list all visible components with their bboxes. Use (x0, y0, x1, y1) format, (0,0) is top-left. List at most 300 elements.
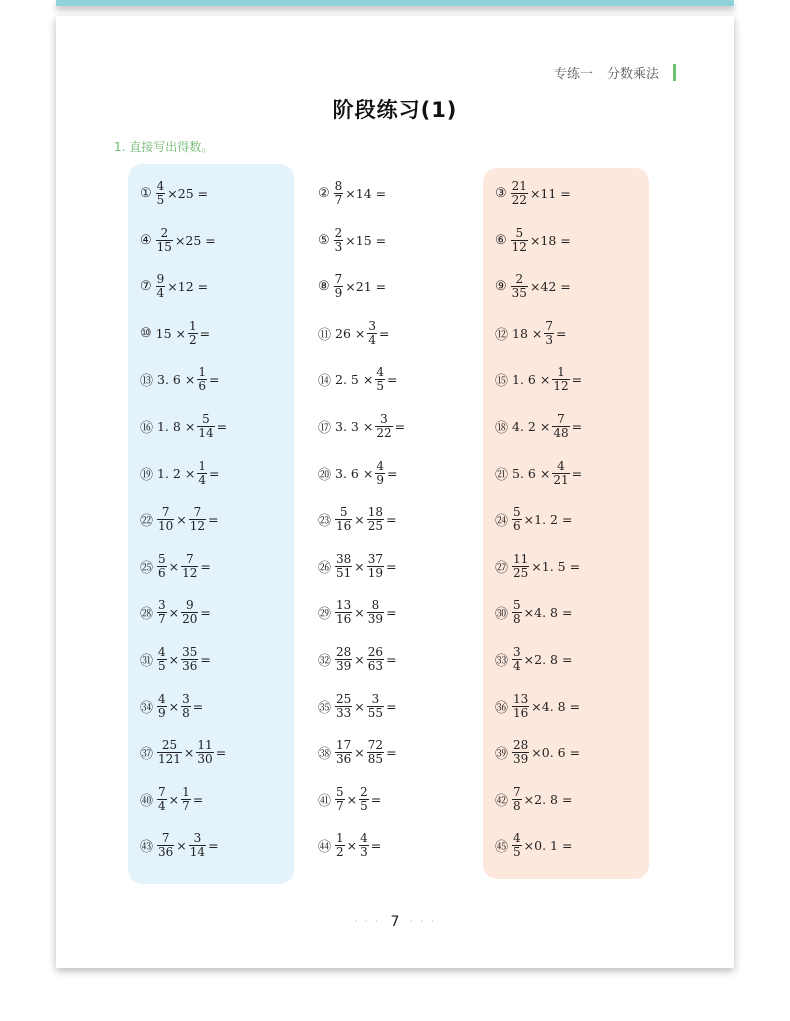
expression-text: ×12 = (167, 279, 209, 295)
numerator: 7 (557, 412, 565, 426)
expression-text: × (354, 698, 365, 714)
expression-text: = (386, 605, 397, 621)
fraction (189, 832, 206, 859)
problem-item (140, 366, 220, 393)
problem-item (318, 553, 398, 580)
denominator: 6 (198, 379, 206, 394)
header-topic: 分数乘法 (606, 66, 659, 82)
fraction (367, 599, 384, 626)
expression-text: 5. 6 × (512, 465, 551, 481)
numerator: 5 (339, 505, 348, 520)
numerator: 2 (334, 225, 343, 240)
numerator: 4 (376, 458, 384, 473)
numerator: 2 (515, 272, 524, 287)
expression-text: ×4. 8 = (531, 698, 581, 714)
expression-text: = (192, 791, 204, 807)
numerator: 7 (193, 505, 202, 520)
fraction (552, 413, 569, 440)
expression-text: = (386, 372, 398, 388)
fraction (335, 693, 352, 720)
expression-text: = (199, 325, 211, 341)
problem-number: ⑲ (140, 467, 154, 483)
denominator: 5 (158, 659, 166, 673)
problem-item (140, 413, 228, 440)
fraction (196, 739, 213, 766)
denominator: 39 (367, 612, 384, 627)
problem-item (495, 646, 573, 673)
expression-text: = (208, 512, 219, 528)
problem-number: ⑯ (140, 421, 154, 436)
expression-text: ×18 = (529, 232, 571, 248)
expression-text: × (168, 558, 180, 574)
expression-text: = (386, 465, 398, 481)
problem-item (495, 227, 572, 254)
expression-text: = (571, 372, 583, 388)
denominator: 22 (376, 426, 392, 440)
fraction (189, 506, 206, 533)
problem-number: ㊱ (495, 700, 509, 716)
problem-item (140, 646, 212, 673)
numerator: 4 (360, 831, 368, 846)
denominator: 3 (545, 332, 554, 347)
problem-number: ㊴ (495, 747, 509, 763)
fraction (512, 599, 522, 626)
numerator: 4 (513, 831, 521, 846)
numerator: 5 (336, 784, 344, 799)
denominator: 9 (334, 286, 343, 301)
problem-item (495, 413, 583, 440)
expression-text: × (176, 512, 187, 528)
fraction (181, 646, 198, 673)
problem-item (140, 599, 212, 626)
expression-text: ×15 = (345, 232, 387, 248)
denominator: 5 (360, 798, 368, 813)
problem-item (318, 180, 387, 207)
denominator: 20 (182, 612, 198, 627)
expression-text: 1. 6 × (512, 372, 551, 388)
fraction (156, 273, 166, 300)
expression-text: = (571, 465, 583, 481)
denominator: 35 (511, 286, 527, 301)
problem-number: ㉒ (140, 514, 154, 530)
fraction (367, 553, 384, 580)
denominator: 85 (367, 752, 384, 767)
numerator: 28 (336, 645, 352, 659)
fraction (367, 739, 384, 766)
numerator: 3 (368, 318, 377, 333)
expression-text: 3. 6 × (335, 465, 374, 481)
numerator: 3 (193, 831, 202, 846)
expression-text: = (379, 325, 390, 341)
problem-number: ⑮ (495, 374, 509, 390)
denominator: 39 (513, 752, 529, 767)
problem-number: ④ (140, 232, 152, 248)
problem-item (318, 786, 382, 813)
denominator: 55 (367, 705, 384, 720)
expression-text: = (386, 652, 397, 667)
fraction (359, 786, 369, 813)
fraction (335, 599, 352, 626)
numerator: 9 (185, 598, 194, 613)
fraction (197, 366, 207, 393)
numerator: 13 (336, 598, 352, 613)
denominator: 5 (156, 193, 165, 207)
denominator: 8 (182, 705, 190, 720)
problem-item (318, 646, 398, 673)
numerator: 5 (158, 551, 166, 566)
expression-text: 3. 3 × (335, 419, 374, 434)
numerator: 1 (198, 458, 206, 473)
expression-text: = (386, 512, 397, 528)
denominator: 63 (367, 659, 384, 673)
numerator: 1 (198, 365, 206, 380)
denominator: 12 (511, 239, 527, 254)
denominator: 5 (513, 845, 521, 860)
problem-number: ① (140, 186, 152, 201)
numerator: 7 (334, 272, 343, 287)
workbook-page (56, 16, 734, 968)
problem-item (495, 320, 568, 347)
denominator: 10 (158, 519, 174, 534)
denominator: 16 (336, 612, 352, 627)
problem-number: ⑭ (318, 374, 332, 390)
problem-number: ⑤ (318, 232, 330, 248)
numerator: 18 (367, 505, 384, 520)
fraction (157, 506, 174, 533)
fraction (181, 786, 191, 813)
expression-text: = (571, 419, 583, 434)
expression-text: × (168, 791, 180, 807)
numerator: 3 (380, 412, 388, 426)
expression-text: = (192, 698, 204, 714)
header-section: 专练一 (553, 66, 593, 82)
numerator: 3 (158, 598, 166, 613)
denominator: 22 (511, 193, 527, 207)
problem-item (495, 693, 581, 720)
numerator: 8 (371, 598, 380, 613)
problem-item (140, 553, 212, 580)
problem-item (495, 599, 573, 626)
problem-number: ⑳ (318, 467, 332, 483)
numerator: 5 (513, 505, 521, 520)
expression-text: = (208, 372, 220, 388)
expression-text: 26 × (335, 325, 366, 341)
problem-item (495, 180, 572, 207)
denominator: 48 (553, 426, 569, 440)
problem-item (140, 320, 211, 347)
problem-item (140, 739, 227, 766)
denominator: 36 (336, 752, 352, 767)
denominator: 8 (513, 612, 521, 627)
numerator: 3 (513, 645, 521, 659)
fraction (181, 553, 198, 580)
problem-item (140, 227, 217, 254)
expression-text: × (354, 745, 365, 761)
fraction (335, 506, 352, 533)
fraction (157, 786, 167, 813)
numerator: 38 (336, 551, 352, 566)
numerator: 28 (513, 738, 529, 753)
denominator: 16 (513, 705, 529, 720)
problem-item (140, 180, 209, 207)
problem-number: ㊵ (140, 793, 154, 809)
expression-text: 18 × (512, 325, 543, 341)
numerator: 5 (202, 412, 210, 426)
numerator: 35 (182, 645, 198, 659)
fraction (512, 832, 522, 859)
numerator: 7 (185, 551, 194, 566)
problem-number: ㊹ (318, 840, 332, 856)
problem-number: ③ (495, 186, 507, 201)
expression-text: ×25 = (167, 186, 209, 201)
problem-item (495, 553, 581, 580)
denominator: 9 (376, 472, 384, 487)
problem-number: ㉗ (495, 560, 509, 576)
expression-text: = (216, 419, 228, 434)
numerator: 8 (334, 179, 343, 193)
numerator: 13 (513, 691, 529, 706)
expression-text: × (354, 605, 365, 621)
expression-text: × (354, 512, 365, 528)
numerator: 11 (513, 551, 529, 566)
denominator: 5 (376, 379, 384, 394)
header-accent-bar (673, 64, 676, 81)
problem-item (318, 599, 398, 626)
denominator: 12 (553, 379, 569, 394)
expression-text: × (346, 791, 358, 807)
numerator: 9 (156, 272, 165, 287)
denominator: 12 (189, 519, 206, 534)
expression-text: = (370, 791, 382, 807)
expression-text: = (370, 838, 382, 854)
denominator: 4 (513, 659, 521, 673)
fraction (375, 366, 385, 393)
problem-item (318, 366, 398, 393)
denominator: 39 (336, 659, 352, 673)
top-decorative-bar (56, 0, 734, 6)
denominator: 12 (182, 565, 198, 580)
fraction (367, 693, 384, 720)
problem-number: ㊳ (318, 747, 332, 763)
page-header (554, 64, 676, 80)
problem-item (495, 366, 583, 393)
denominator: 9 (158, 705, 166, 720)
problem-number: ㊲ (140, 747, 154, 763)
fraction (197, 413, 214, 440)
expression-text: = (200, 652, 211, 667)
expression-text: ×42 = (529, 279, 571, 295)
problem-number: ㉔ (495, 514, 509, 530)
expression-text: = (200, 558, 211, 574)
denominator: 25 (367, 519, 384, 534)
expression-text: × (346, 838, 358, 854)
problem-number: ⑫ (495, 327, 509, 343)
numerator: 21 (511, 179, 527, 193)
numerator: 7 (161, 831, 170, 846)
problem-item (318, 739, 398, 766)
expression-text: ×21 = (345, 279, 387, 295)
numerator: 26 (367, 645, 384, 659)
problem-item (140, 273, 209, 300)
fraction (157, 553, 167, 580)
denominator: 16 (336, 519, 352, 534)
expression-text: = (556, 325, 567, 341)
fraction (512, 786, 522, 813)
problem-number: ⑰ (318, 421, 332, 436)
problem-number: ㉜ (318, 654, 332, 669)
expression-text: ×1. 2 = (523, 512, 573, 528)
denominator: 3 (334, 239, 343, 254)
problem-number: ㉚ (495, 607, 509, 623)
problem-number: ㊺ (495, 840, 509, 856)
denominator: 15 (156, 239, 172, 254)
problem-item (318, 693, 398, 720)
problem-number: ㉝ (495, 654, 509, 669)
fraction (375, 413, 392, 440)
problem-item (318, 506, 398, 533)
problem-item (318, 227, 387, 254)
fraction (157, 646, 167, 673)
numerator: 11 (197, 738, 213, 753)
fraction (335, 553, 352, 580)
problem-item (140, 460, 220, 487)
problem-item (140, 786, 204, 813)
numerator: 3 (371, 691, 380, 706)
expression-text: ×4. 8 = (523, 605, 573, 621)
denominator: 36 (158, 845, 174, 860)
denominator: 30 (197, 752, 213, 767)
numerator: 2 (360, 784, 368, 799)
problem-item (318, 413, 406, 440)
fraction (335, 832, 345, 859)
numerator: 2 (160, 225, 169, 240)
numerator: 1 (189, 318, 197, 333)
numerator: 7 (161, 505, 170, 520)
fraction (552, 460, 569, 487)
fraction (511, 227, 528, 254)
numerator: 1 (182, 784, 190, 799)
fraction (181, 599, 198, 626)
fraction (188, 320, 198, 347)
page-title: 阶段练习(1) (332, 98, 458, 122)
fraction (375, 460, 385, 487)
expression-text: = (208, 838, 219, 854)
fraction (335, 786, 345, 813)
problem-number: ㉟ (318, 700, 332, 716)
problem-number: ㊶ (318, 793, 332, 809)
numerator: 1 (557, 365, 565, 380)
numerator: 5 (515, 225, 524, 240)
fraction (511, 180, 528, 207)
denominator: 8 (513, 798, 521, 813)
problem-number: ⑨ (495, 279, 507, 295)
denominator: 6 (158, 565, 166, 580)
problem-number: ㉖ (318, 560, 332, 576)
expression-text: × (354, 652, 365, 667)
instruction-text: 1. 直接写出得数。 (114, 140, 214, 154)
denominator: 7 (158, 612, 166, 627)
problem-item (140, 832, 220, 859)
fraction (512, 693, 529, 720)
problem-number: ⑪ (318, 327, 332, 343)
problem-item (495, 273, 572, 300)
fraction (512, 506, 522, 533)
numerator: 25 (161, 738, 178, 753)
problem-item (495, 832, 573, 859)
expression-text: ×2. 8 = (523, 652, 573, 667)
fraction (157, 739, 182, 766)
fraction (197, 460, 207, 487)
numerator: 17 (336, 738, 352, 753)
denominator: 14 (198, 426, 214, 440)
denominator: 33 (336, 705, 352, 720)
problem-number: ⑬ (140, 374, 154, 390)
denominator: 4 (158, 798, 166, 813)
footer-dots-right: · · · (409, 916, 436, 928)
problem-number: ⑥ (495, 232, 507, 248)
expression-text: = (386, 745, 397, 761)
problem-item (495, 786, 573, 813)
problem-item (140, 506, 220, 533)
expression-text: = (200, 605, 211, 621)
denominator: 7 (334, 193, 343, 207)
expression-text: ×14 = (345, 186, 387, 201)
expression-text: ×11 = (529, 186, 571, 201)
problem-item (495, 460, 583, 487)
numerator: 4 (158, 645, 166, 659)
numerator: 4 (156, 179, 165, 193)
fraction (157, 693, 167, 720)
fraction (181, 693, 191, 720)
expression-text: × (183, 745, 195, 761)
problem-item (318, 832, 382, 859)
denominator: 4 (368, 332, 377, 347)
fraction (334, 273, 344, 300)
denominator: 21 (553, 472, 569, 487)
problem-number: ⑦ (140, 279, 152, 295)
problem-number: ㉘ (140, 607, 154, 623)
expression-text: ×0. 6 = (531, 745, 581, 761)
problem-number: ㉞ (140, 700, 154, 716)
problem-number: ⑧ (318, 279, 330, 295)
fraction (156, 180, 166, 207)
fraction (157, 832, 174, 859)
denominator: 6 (513, 519, 521, 534)
problem-item (140, 693, 204, 720)
denominator: 121 (158, 752, 181, 767)
numerator: 7 (545, 318, 554, 333)
problem-number: ㉑ (495, 467, 509, 483)
denominator: 36 (182, 659, 198, 673)
expression-text: ×25 = (174, 232, 216, 248)
expression-text: = (394, 419, 406, 434)
denominator: 4 (198, 472, 206, 487)
expression-text: × (354, 558, 365, 574)
denominator: 14 (189, 845, 206, 860)
expression-text: ×2. 8 = (523, 791, 573, 807)
problem-item (495, 739, 581, 766)
fraction (512, 739, 529, 766)
numerator: 4 (376, 365, 384, 380)
fraction (359, 832, 369, 859)
numerator: 7 (158, 784, 166, 799)
expression-text: = (386, 698, 397, 714)
fraction (334, 227, 344, 254)
numerator: 72 (367, 738, 384, 753)
fraction (512, 646, 522, 673)
expression-text: 2. 5 × (335, 372, 374, 388)
fraction (335, 646, 352, 673)
